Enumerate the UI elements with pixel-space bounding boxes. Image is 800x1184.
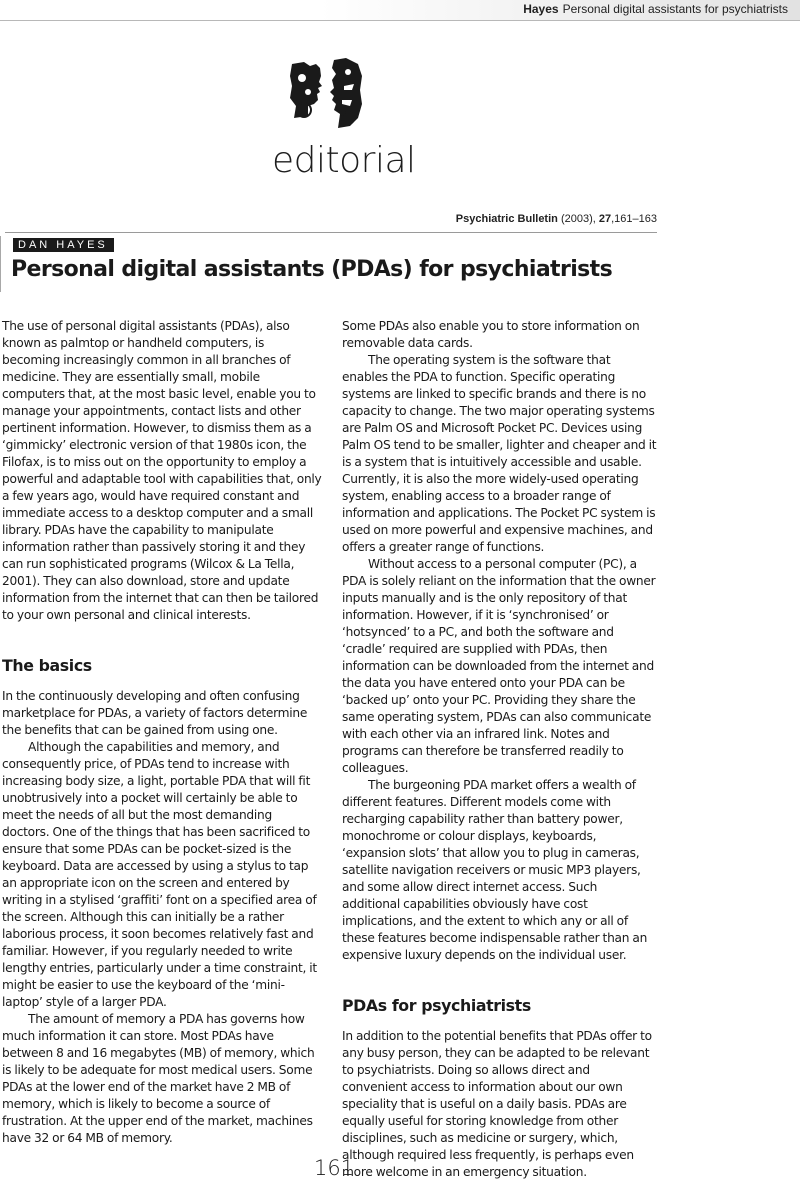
paragraph: In the continuously developing and often confusing marketplace for PDAs, a variety of factors determine the benefits that can be gained from using one. bbox=[2, 689, 308, 737]
article-title: Personal digital assistants (PDAs) for psychiatrists bbox=[11, 257, 613, 282]
journal-name: Psychiatric Bulletin bbox=[455, 213, 558, 225]
paragraph: Without access to a personal computer (PC), a PDA is solely reliant on the information that the owner inputs manually and is the only repository of that information. However, if it is ‘synchronised’ or ‘hotsynced’ to a PC, and both the software and ‘cradle’ required are supplied with PDAs, then information can be downloaded from the internet and the data you have entered onto your PDA can be ‘backed up’ onto your PC. Providing they share the same operating system, PDAs can also communicate with each other via an infrared link. Notes and programs can therefore be transferred readily to colleagues. bbox=[342, 557, 656, 775]
journal-pages: ,161–163 bbox=[611, 213, 657, 225]
left-column bbox=[2, 318, 322, 1147]
paragraph: Some PDAs also enable you to store information on removable data cards. bbox=[342, 319, 640, 350]
running-head-title: Personal digital assistants for psychiatrists bbox=[562, 2, 788, 16]
running-head bbox=[523, 2, 788, 16]
paragraph: In addition to the potential benefits that PDAs offer to any busy person, they can be adapted to be relevant to psychiatrists. Doing so allows direct and convenient access to information about our own speciality that is useful on a daily basis. PDAs are equally useful for storing knowledge from other disciplines, such as medicine or surgery, which, although required less frequently, is perhaps even more welcome in an emergency situation. bbox=[342, 1029, 652, 1179]
right-column bbox=[342, 318, 658, 1181]
journal-year: (2003), bbox=[560, 213, 596, 225]
section-heading-basics: The basics bbox=[2, 656, 92, 675]
journal-volume: 27 bbox=[598, 213, 612, 225]
two-profiles-logo-icon bbox=[288, 56, 364, 132]
journal-citation bbox=[456, 213, 657, 225]
title-block bbox=[0, 236, 661, 292]
running-head-author: Hayes bbox=[523, 2, 559, 16]
running-head-bar bbox=[0, 0, 800, 21]
author-name: DAN HAYES bbox=[13, 238, 114, 252]
intro-paragraph: The use of personal digital assistants (PDAs), also known as palmtop or handheld computers, is becoming increasingly common in all branches of medicine. They are essentially small, mobile computers that, at the most basic level, enable you to manage your appointments, contact lists and other pertinent information. However, to dismiss them as a ‘gimmicky’ electronic version of that 1980s icon, the Filofax, is to miss out on the opportunity to employ a powerful and adaptable tool with capabilities that, only a few years ago, would have required constant and immediate access to a desktop computer and a small library. PDAs have the capability to manipulate information rather than passively storing it and they can run sophisticated programs (Wilcox & La Tella, 2001). They can also download, store and update information from the internet that can then be tailored to your own personal and clinical interests. bbox=[2, 319, 322, 622]
section-heading-pdas-for-psychiatrists: PDAs for psychiatrists bbox=[342, 996, 531, 1015]
paragraph: The operating system is the software that enables the PDA to function. Specific operating systems are linked to specific brands and there is no capacity to change. The two major operating systems are Palm OS and Microsoft Pocket PC. Devices using Palm OS tend to be smaller, lighter and cheaper and it is a system that is intuitively accessible and usable. Currently, it is also the more widely-used operating system, enabling access to a broader range of information and applications. The Pocket PC system is used on more powerful and expensive machines, and offers a greater range of functions. bbox=[342, 353, 657, 554]
paragraph: The amount of memory a PDA has governs how much information it can store. Most PDAs have between 8 and 16 megabytes (MB) of memory, which is likely to be adequate for most medical users. Some PDAs at the lower end of the market have 2 MB of memory, which is likely to become a source of frustration. At the upper end of the market, machines have 32 or 64 MB of memory. bbox=[2, 1012, 315, 1145]
header-rule bbox=[5, 232, 657, 233]
paragraph: Although the capabilities and memory, and consequently price, of PDAs tend to increase with increasing body size, a light, portable PDA that will fit unobtrusively into a pocket will certainly be able to meet the needs of all but the most demanding doctors. One of the things that has been sacrificed to ensure that some PDAs can be pocket-sized is the keyboard. Data are accessed by using a stylus to tap an appropriate icon on the screen and entered by writing in a stylised ‘graffiti’ font on a specified area of the screen. Although this can initially be a rather laborious process, it soon becomes relatively fast and familiar. However, if you regularly needed to write lengthy entries, particularly under a time constraint, it might be easier to use the keyboard of the ‘mini-laptop’ style of a larger PDA. bbox=[2, 740, 317, 1009]
section-label: editorial bbox=[272, 140, 416, 181]
paragraph: The burgeoning PDA market offers a wealth of different features. Different models come with recharging capability rather than battery power, monochrome or colour displays, keyboards, ‘expansion slots’ that allow you to plug in cameras, satellite navigation receivers or music MP3 players, and some allow direct internet access. Such additional capabilities obviously have cost implications, and the extent to which any or all of these features become indispensable rather than an expensive luxury depends on the individual user. bbox=[342, 778, 648, 962]
page-number: 161 bbox=[314, 1156, 355, 1180]
